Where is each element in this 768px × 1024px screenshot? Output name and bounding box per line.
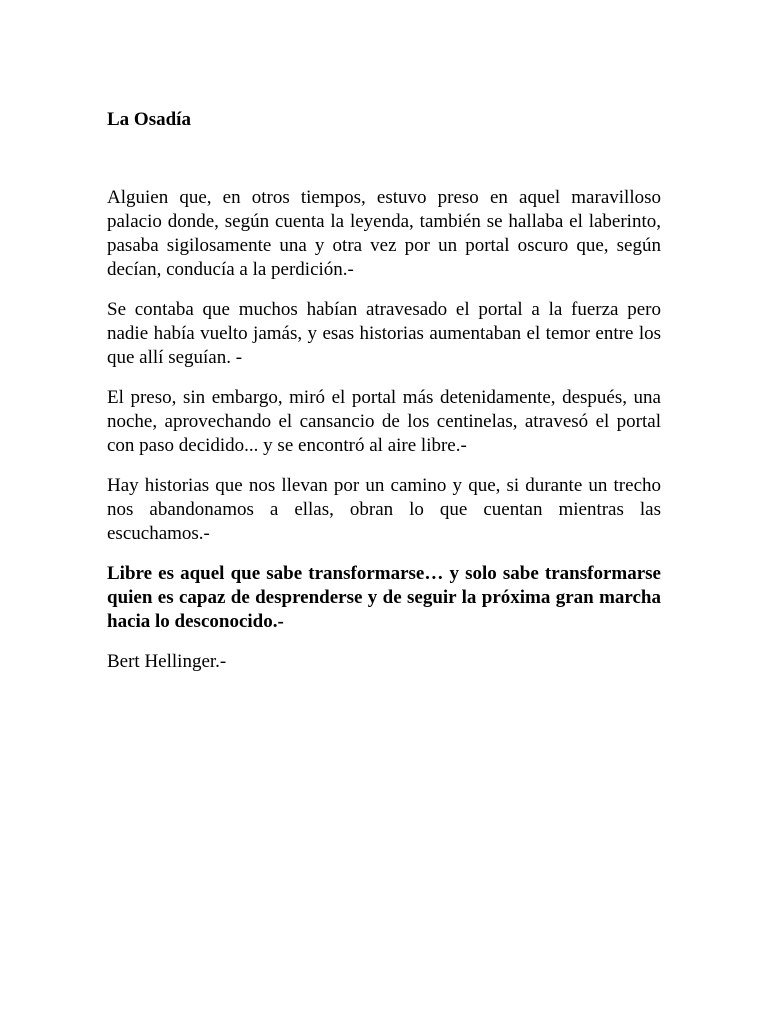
paragraph-1: Alguien que, en otros tiempos, estuvo preso en aquel maravilloso palacio donde, según cuenta la leyenda, también se hallaba el laberinto, pasaba sigilosamente una y otra vez por un portal oscuro que, según decían, conducía a la perdición.- xyxy=(107,187,661,280)
paragraph-3: El preso, sin embargo, miró el portal más detenidamente, después, una noche, aprovechando el cansancio de los centinelas, atravesó el portal con paso decidido... y se encontró al aire libre.- xyxy=(107,387,661,456)
closing-quote: Libre es aquel que sabe transformarse… y solo sabe transformarse quien es capaz de desprenderse y de seguir la próxima gran marcha hacia lo desconocido.- xyxy=(107,563,661,632)
paragraph-2: Se contaba que muchos habían atravesado el portal a la fuerza pero nadie había vuelto jamás, y esas historias aumentaban el temor entre los que allí seguían. - xyxy=(107,299,661,368)
author-signature: Bert Hellinger.- xyxy=(107,651,227,672)
paragraph-4: Hay historias que nos llevan por un camino y que, si durante un trecho nos abandonamos a ellas, obran lo que cuentan mientras las escuchamos.- xyxy=(107,475,661,544)
document-page xyxy=(107,108,661,690)
document-title: La Osadía xyxy=(107,109,191,130)
